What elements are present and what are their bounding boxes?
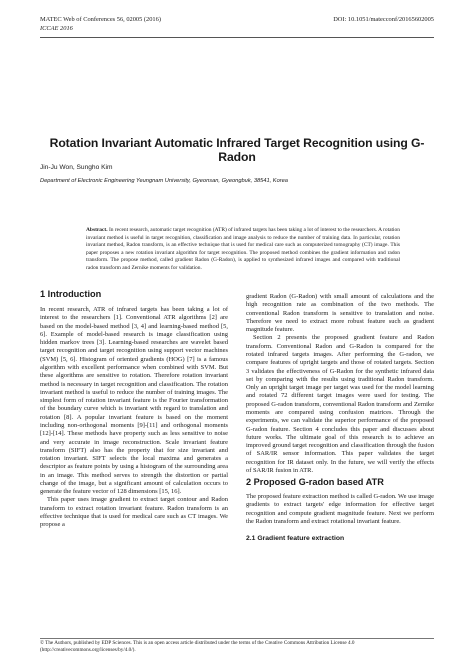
abstract-block — [86, 227, 400, 273]
section-1-heading: 1 Introduction — [40, 289, 102, 299]
header-rule — [40, 37, 434, 38]
doi-text[interactable]: DOI: 10.1051/matecconf/20165602005 — [333, 16, 434, 23]
abstract-text: In recent research, automatic target recognition (ATR) of infrared targets has been taking a lot of interest to the researchers. A rotation invariant method is useful in target recognition, classification and image analysis to reduce the number of training data. In particular, rotation invariant method, Radon transform, is an effective technique that is used for medical care such as computerized tomography (CT) image. This paper proposes a new rotation invariant algorithm for target recognition. The proposed method combines the gradient information and radon transform. The propose method, called gradient Radon (G-Radon), is applied to synthesized infrared images and compared with traditional radon transform and Zernike moments for validation. — [86, 227, 400, 271]
abstract-label: Abstract. — [86, 227, 108, 233]
intro-paragraph-3: Section 2 presents the proposed gradient feature and Radon transform. Conventional Radon and G-Radon is compared for the rotated infrared targets images. After performing the G-radon, we compare features of upright targets and those of rotated targets. Section 3 validates the effectiveness of G-Radon for the synthetic infrared data set by comparing with the results using traditional Radon transform. Only an upright target image per target was used for the model learning and rotated 72 different target images were used for testing. The proposed G-radon transform, conventional Radon transform and Zernike moments are compared using confusion matrices. Through the experiments, we can validate the superior performance of the proposed G-radon feature. Section 4 concludes this paper and discusses about future works. The ultimate goal of this research is to achieve an improved ground target recognition and classification through the fusion of SAR/IR sensor information. This paper validates the target recognition for IR dataset only. In the future, we will verify the effects of SAR/IR fusion in ATR. — [246, 334, 434, 474]
license-footer: © The Authors, published by EDP Sciences. This is an open access article distributed under the terms of the Creative Commons Attribution License 4.0 (http://creativecommons.org/licenses/by/4.0/). — [40, 640, 355, 653]
left-column — [40, 289, 228, 530]
journal-citation: MATEC Web of Conferences 56, 02005 (2016) — [40, 16, 161, 23]
conference-label: ICCAE 2016 — [40, 25, 73, 32]
affiliation: Department of Electronic Engineering Yeungnam University, Gyeonsan, Gyeongbuk, 38541, Korea — [40, 178, 288, 184]
intro-paragraph-2: This paper uses image gradient to extract target contour and Radon transform to extract rotation invariant feature. Radon transform is an effective technique that is used for medical care such as CT images. We propose a — [40, 496, 228, 529]
section-2-paragraph: The proposed feature extraction method is called G-radon. We use image gradients to extract targets' edge information for effective target recognition and compute gradient magnitude feature. Next we perform the Radon transform and extract rotational invariant feature. — [246, 493, 434, 526]
footer-rule — [40, 638, 434, 639]
author-list: Jin-Ju Won, Sungho Kim — [40, 164, 113, 171]
running-header — [40, 15, 434, 33]
section-2-heading: 2 Proposed G-radon based ATR — [246, 477, 384, 488]
subsection-2-1-heading: 2.1 Gradient feature extraction — [246, 535, 345, 543]
intro-paragraph-2-cont: gradient Radon (G-Radon) with small amount of calculations and the high recognition rate as combination of the two methods. The conventional Radon transform is sensitive to translation and noise. Therefore we need to extract more robust feature such as gradient magnitude feature. — [246, 293, 434, 334]
paper-title: Rotation Invariant Automatic Infrared Target Recognition using G-Radon — [49, 136, 425, 164]
right-column — [246, 293, 434, 543]
intro-paragraph-1: In recent research, ATR of infrared targets has been taking a lot of interest to the researchers [1]. Conventional ATR algorithms [2] are based on the model-based method [3, 4] and learning-based method [5, 6]. Example of model-based research is image classification using hidden markov trees [3]. Learning-based researches are wavelet based target recognition and target recognition using support vector machines (SVM) [5, 6]. Histogram of oriented gradients (HOG) [7] is a famous algorithm with excellent performance when combined with SVM. But these algorithms are sensitive to rotation. Therefore rotation invariant method is necessary in target recognition and classification. The rotation invariant method is useful to reduce the number of training images. The simplest form of rotation invariant feature is the Fourier transformation of the boundary curve which is invariant with regard to translation and rotation [8]. A popular invariant feature is based on the moment including non-orthogonal moments [9]-[11] and orthogonal moments [12]-[14]. These methods have property such as less sensitive to noise and very accurate in image reconstruction. Scale invariant feature transform (SIFT) also has the property that for size invariant and rotation invariant. SIFT selects the local maxima and generates a descriptor as feature points by using a histogram of the surrounding area in an image. This method serves to strength the distortion or partial change of the image, but a significant amount of calculation occurs to generate the feature vector of 128 dimensions [15, 16]. — [40, 306, 228, 496]
